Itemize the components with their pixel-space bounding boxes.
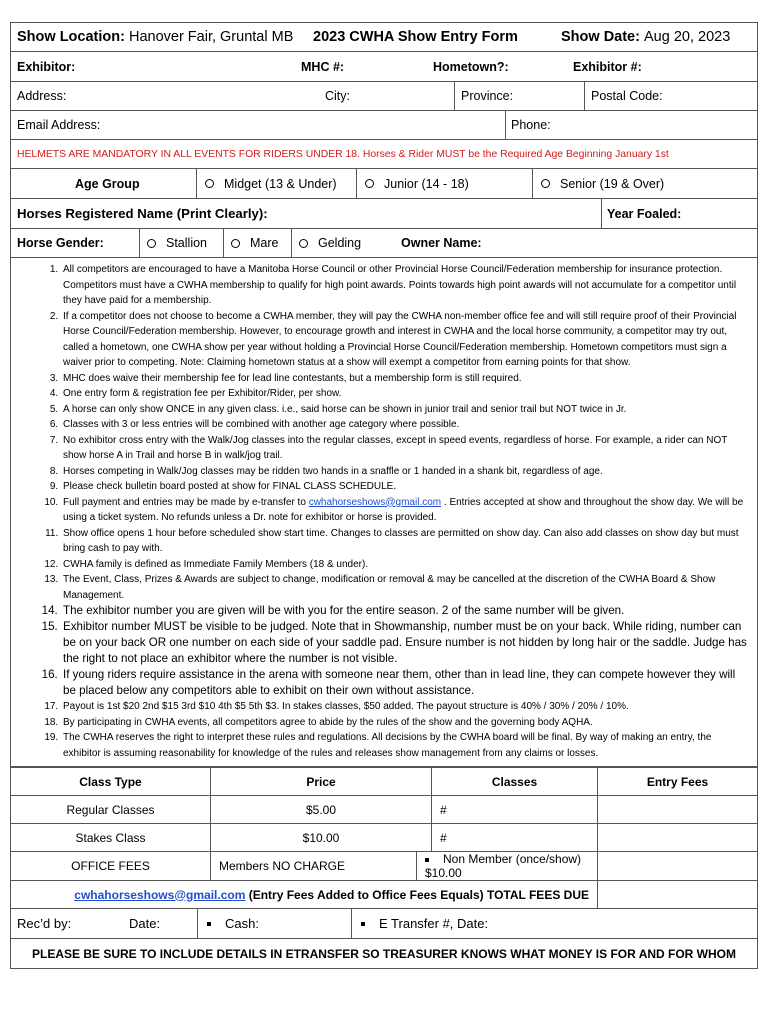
email-link[interactable]: cwhahorseshows@gmail.com [74, 887, 246, 902]
show-location: Show Location: Hanover Fair, Gruntal MB [17, 29, 294, 45]
rule-item: 11. Show office opens 1 hour before scheduled show start time. Changes to classes are permitted on show day. Can also add classes on show day but must bring cash to pay with. [61, 526, 747, 557]
table-row [11, 881, 758, 909]
age-option-senior[interactable]: Senior (19 & Over) [541, 169, 664, 198]
footer-row [10, 939, 758, 969]
entry-form [10, 22, 758, 969]
bullet-icon [207, 922, 211, 926]
horse-gender-row [11, 228, 757, 257]
rule-item: 6. Classes with 3 or less entries will be combined with another age category where possible. [61, 417, 747, 433]
radio-icon[interactable] [205, 179, 214, 188]
received-by-field[interactable]: Rec’d by: [17, 916, 72, 931]
divider [223, 229, 224, 257]
fees-table [10, 767, 758, 909]
gender-option-stallion[interactable]: Stallion [147, 229, 207, 257]
city-field[interactable]: City: [325, 89, 350, 103]
stakes-class-label: Stakes Class [11, 824, 211, 852]
date-field[interactable]: Date: [129, 916, 161, 931]
rule-item: 18. By participating in CWHA events, all competitors agree to abide by the rules of the show and the governing body AQHA. [61, 715, 747, 731]
stakes-price: $10.00 [211, 824, 432, 852]
gender-option-mare[interactable]: Mare [231, 229, 278, 257]
rule-item: 16. If young riders require assistance in the arena with someone near them, other than in lead line, they can compete however they will be placed below any competitors able to exhibit on their own without assistance. [61, 667, 747, 699]
header-class-type: Class Type [11, 768, 211, 796]
divider [505, 111, 506, 139]
exhibitor-field[interactable]: Exhibitor: [17, 59, 76, 74]
province-field[interactable]: Province: [461, 89, 514, 103]
postal-code-field[interactable]: Postal Code: [591, 89, 663, 103]
office-fee-input[interactable] [598, 852, 758, 881]
received-row [10, 909, 758, 939]
radio-icon[interactable] [541, 179, 550, 188]
phone-field[interactable]: Phone: [511, 118, 551, 132]
horse-name-row [11, 198, 757, 228]
divider [351, 909, 352, 938]
exhibitor-number-field[interactable]: Exhibitor #: [573, 59, 642, 74]
regular-classes-input[interactable]: # [432, 796, 598, 824]
cash-field[interactable]: Cash: [207, 909, 259, 938]
radio-icon[interactable] [231, 239, 240, 248]
rule-item: 9. Please check bulletin board posted at show for FINAL CLASS SCHEDULE. [61, 479, 747, 495]
radio-icon[interactable] [299, 239, 308, 248]
hometown-field[interactable]: Hometown?: [433, 59, 509, 74]
footer-notice: PLEASE BE SURE TO INCLUDE DETAILS IN ETRANSFER SO TREASURER KNOWS WHAT MONEY IS FOR AND FOR WHOM [31, 946, 737, 961]
rule-item: 8. Horses competing in Walk/Jog classes may be ridden two hands in a snaffle or 1 handed in a shank bit, regardless of age. [61, 464, 747, 480]
rules-list [11, 262, 757, 761]
rule-item: 17. Payout is 1st $20 2nd $15 3rd $10 4th $5 5th $3. In stakes classes, $50 added. The payout structure is 40% / 30% / 20% / 10%. [61, 699, 747, 715]
etransfer-field[interactable]: E Transfer #, Date: [361, 909, 488, 938]
rule-item: 19. The CWHA reserves the right to interpret these rules and regulations. All decisions by the CWHA board will be final. By way of making an entry, the exhibitor is assuming reasonability for knowledge of the rules and releases show management from any claims or losses. [61, 730, 747, 761]
office-fees-label: OFFICE FEES [11, 852, 211, 881]
rule-item: 3. MHC does waive their membership fee for lead line contestants, but a membership form is still required. [61, 371, 747, 387]
divider [356, 169, 357, 198]
rule-item: 1. All competitors are encouraged to have a Manitoba Horse Council or other Provincial Horse Council/Federation membership for insurance protection. Competitors must have a CWHA membership to qualify for high point awards. Points towards high point awards will not accumulate for a competitor until they have paid for a membership. [61, 262, 747, 309]
show-date: Show Date: Aug 20, 2023 [561, 29, 731, 45]
bullet-icon [425, 858, 429, 862]
header-entry-fees: Entry Fees [598, 768, 758, 796]
header-classes: Classes [432, 768, 598, 796]
rule-item: 7. No exhibitor cross entry with the Walk/Jog classes into the regular classes, except in speed events, regardless of horse. For example, a rider can NOT show horse A in Trail and horse B in walk/jog trail. [61, 433, 747, 464]
age-group-row [11, 168, 757, 198]
stakes-entry-fee-input[interactable] [598, 824, 758, 852]
horse-name-field[interactable]: Horses Registered Name (Print Clearly): [17, 206, 268, 221]
members-no-charge: Members NO CHARGE [211, 852, 417, 881]
radio-icon[interactable] [365, 179, 374, 188]
rule-item: 12. CWHA family is defined as Immediate Family Members (18 & under). [61, 557, 747, 573]
rules-section [11, 257, 757, 766]
divider [139, 229, 140, 257]
divider [532, 169, 533, 198]
table-row [11, 768, 758, 796]
form-frame [10, 22, 758, 767]
age-group-label: Age Group [75, 176, 140, 191]
helmet-notice-row [11, 139, 757, 168]
header-price: Price [211, 768, 432, 796]
owner-name-field[interactable]: Owner Name: [401, 236, 482, 250]
address-row [11, 81, 757, 110]
mhc-field[interactable]: MHC #: [301, 59, 345, 74]
divider [196, 169, 197, 198]
horse-gender-label: Horse Gender: [17, 236, 104, 250]
rule-item: 5. A horse can only show ONCE in any given class. i.e., said horse can be shown in junior trail and senior trail but NOT twice in Jr. [61, 402, 747, 418]
rule-item: 13. The Event, Class, Prizes & Awards are subject to change, modification or removal & may be cancelled at the discretion of the CWHA Board & Show Management. [61, 572, 747, 603]
exhibitor-row [11, 51, 757, 81]
email-link[interactable]: cwhahorseshows@gmail.com [308, 496, 442, 508]
email-row [11, 110, 757, 139]
table-row [11, 824, 758, 852]
rule-item: 10. Full payment and entries may be made by e-transfer to cwhahorseshows@gmail.com . Entries accepted at show and throughout the show day. We will be using a ticket system. No refunds unless a Dr. note for exhibitor or horse is provided. [61, 495, 747, 526]
helmet-notice: HELMETS ARE MANDATORY IN ALL EVENTS FOR RIDERS UNDER 18. Horses & Rider MUST be the Required Age Beginning January 1st [17, 148, 669, 160]
table-row [11, 852, 758, 881]
divider [291, 229, 292, 257]
rule-item: 14. The exhibitor number you are given will be with you for the entire season. 2 of the same number will be given. [61, 603, 747, 619]
divider [601, 199, 602, 228]
divider [197, 909, 198, 938]
year-foaled-field[interactable]: Year Foaled: [607, 206, 682, 221]
regular-entry-fee-input[interactable] [598, 796, 758, 824]
stakes-classes-input[interactable]: # [432, 824, 598, 852]
radio-icon[interactable] [147, 239, 156, 248]
rule-item: 4. One entry form & registration fee per Exhibitor/Rider, per show. [61, 386, 747, 402]
email-field[interactable]: Email Address: [17, 118, 101, 132]
regular-price: $5.00 [211, 796, 432, 824]
age-option-junior[interactable]: Junior (14 - 18) [365, 169, 469, 198]
gender-option-gelding[interactable]: Gelding [299, 229, 361, 257]
form-title: 2023 CWHA Show Entry Form [313, 29, 518, 45]
address-field[interactable]: Address: [17, 89, 67, 103]
total-fees-label: cwhahorseshows@gmail.com (Entry Fees Added to Office Fees Equals) TOTAL FEES DUE [11, 881, 598, 909]
rule-item: 15. Exhibitor number MUST be visible to be judged. Note that in Showmanship, number must be on your back. While riding, number can be on your back OR one number on each side of your saddle pad. Ensure number is not hidden by long hair or the saddle. Judge has the right to not place an exhibitor where the number is not visible. [61, 619, 747, 667]
regular-classes-label: Regular Classes [11, 796, 211, 824]
age-option-midget[interactable]: Midget (13 & Under) [205, 169, 337, 198]
bullet-icon [361, 922, 365, 926]
total-fees-input[interactable] [598, 881, 758, 909]
non-member-fee[interactable]: Non Member (once/show) $10.00 [417, 852, 598, 881]
divider [584, 82, 585, 110]
rule-item: 2. If a competitor does not choose to become a CWHA member, they will pay the CWHA non-member office fee and will still require proof of their Provincial Horse Council/Federation membership. However, to encourage growth and interest in CWHA and the local horse community, a competitor may try out, called a hometown, one CWHA show per year without holding a Provincial Horse Council/Federation membership. Hometown competitors must sign a waiver prior to competing. Note: Claiming hometown status at a show will exempt a competitor from earning points for that show. [61, 309, 747, 371]
form-header [11, 23, 757, 51]
table-row [11, 796, 758, 824]
divider [454, 82, 455, 110]
